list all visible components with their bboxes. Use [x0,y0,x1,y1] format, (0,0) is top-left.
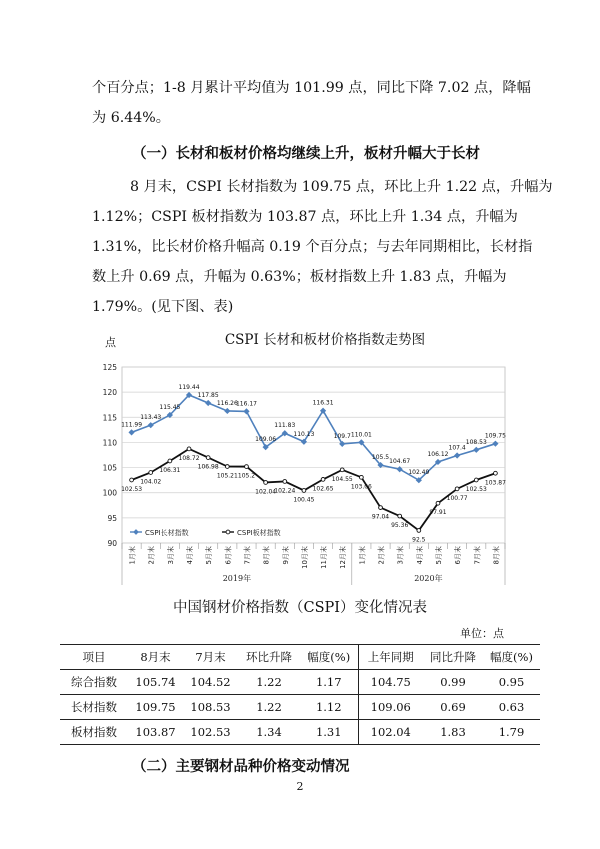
data-label: 97.04 [371,513,390,521]
legend-marker [226,530,230,534]
data-point [283,480,287,484]
data-label: 100.45 [293,496,315,504]
col-header: 同比升降 [423,645,483,670]
paragraph-line: 8 月末，CSPI 长材指数为 109.75 点，环比上升 1.22 点，升幅为 [130,179,553,195]
x-tick-label: 8月末 [492,546,501,565]
x-tick-label: 3月末 [166,546,175,565]
data-label: 104.67 [389,458,411,466]
table-cell: 板材指数 [60,720,128,745]
x-tick-label: 5月末 [205,546,214,565]
data-point [168,459,172,463]
data-label: 116.26 [216,399,238,407]
data-label: 103.06 [350,483,372,491]
data-label: 102.53 [465,485,487,493]
col-header: 8月末 [128,645,183,670]
x-tick-label: 6月末 [454,546,463,565]
data-label: 106.12 [427,450,449,458]
data-label: 111.99 [121,421,143,429]
data-label: 105.2 [237,472,256,480]
x-tick-label: 8月末 [262,546,271,565]
x-tick-label: 5月末 [434,546,443,565]
col-header: 项目 [60,645,128,670]
data-point [359,475,363,479]
x-tick-label: 11月末 [320,546,329,569]
table-cell: 0.95 [483,670,540,695]
chart-title: CSPI 长材和板材价格指数走势图 [224,332,426,348]
y-axis-label: 点 [105,336,116,349]
x-tick-label: 12月末 [339,546,348,569]
y-tick-label: 95 [107,513,117,523]
table-cell: 长材指数 [60,695,128,720]
x-tick-label: 2月末 [147,546,156,565]
table-row [60,720,540,745]
data-point [340,468,344,472]
data-point [494,471,498,475]
data-label: 106.31 [159,466,181,474]
table-cell: 综合指数 [60,670,128,695]
data-label: 97.91 [429,509,447,517]
data-label: 110.01 [350,431,372,439]
x-tick-label: 9月末 [281,546,290,565]
paragraph-line: 为 6.44%。 [92,110,170,126]
x-group-label: 2020年 [414,574,443,583]
table-header-row [60,645,540,670]
data-label: 108.53 [465,438,487,446]
data-label: 102.24 [274,487,296,495]
data-point [436,501,440,505]
paragraph-line: 数上升 0.69 点，升幅为 0.63%；板材指数上升 1.83 点，升幅为 [92,269,507,285]
y-tick-label: 105 [102,463,117,473]
table-title: 中国钢材价格指数（CSPI）变化情况表 [172,600,427,616]
table-unit: 单位：点 [460,627,504,640]
y-tick-label: 120 [102,388,117,398]
table-cell: 1.79 [483,720,540,745]
data-label: 92.5 [412,536,426,544]
table-cell: 1.22 [238,695,300,720]
data-label: 104.02 [140,478,162,486]
x-tick-label: 4月末 [415,546,424,565]
data-point [245,465,249,469]
data-point [130,478,134,482]
data-label: 111.83 [274,422,296,430]
data-label: 109.06 [255,436,277,444]
data-label: 116.31 [312,399,334,407]
data-label: 105.21 [216,472,238,480]
x-tick-label: 1月末 [358,546,367,565]
data-point [187,447,191,451]
data-label: 108.72 [178,454,200,462]
table-cell: 109.06 [358,695,423,720]
data-label: 105.5 [371,454,390,462]
paragraph-line: 1.12%；CSPI 板材指数为 103.87 点，环比上升 1.34 点，升幅为 [92,209,518,225]
x-tick-label: 7月末 [243,546,252,565]
y-tick-label: 125 [102,363,117,372]
data-point [264,481,268,485]
col-header: 环比升降 [238,645,300,670]
table-cell: 0.69 [423,695,483,720]
table-cell: 0.63 [483,695,540,720]
data-point [379,506,383,510]
data-point [321,477,325,481]
table-cell: 102.04 [358,720,423,745]
data-point [417,529,421,533]
table-cell: 105.74 [128,670,183,695]
table-cell: 108.53 [183,695,238,720]
x-tick-label: 6月末 [224,546,233,565]
data-label: 104.55 [331,475,353,483]
table-cell: 1.17 [300,670,358,695]
data-label: 102.65 [312,485,334,493]
table-cell: 1.22 [238,670,300,695]
data-point [398,514,402,518]
x-tick-label: 2月末 [377,546,386,565]
data-point [225,465,229,469]
table-cell: 102.53 [183,720,238,745]
table-cell: 0.99 [423,670,483,695]
data-label: 109.75 [484,432,506,440]
data-label: 119.44 [178,383,200,391]
col-header: 幅度(%) [483,645,540,670]
data-point [206,456,210,460]
x-group-label: 2019年 [222,574,252,583]
data-label: 100.77 [446,494,468,502]
paragraph-line: 个百分点；1-8 月累计平均值为 101.99 点，同比下降 7.02 点，降幅 [92,80,531,96]
page-number: 2 [296,780,304,793]
paragraph-line: 1.31%，比长材价格升幅高 0.19 个百分点；与去年同期相比，长材指 [92,239,533,255]
x-tick-label: 7月末 [473,546,482,565]
table-cell: 109.75 [128,695,183,720]
x-tick-label: 1月末 [128,546,137,565]
data-label: 117.85 [197,391,219,399]
data-point [455,487,459,491]
table-cell: 1.31 [300,720,358,745]
data-label: 115.45 [159,404,181,412]
data-point [149,471,153,475]
data-label: 102.04 [255,488,277,496]
y-tick-label: 100 [102,488,117,498]
table-cell: 104.52 [183,670,238,695]
table-cell: 1.34 [238,720,300,745]
data-label: 102.49 [408,469,430,477]
y-tick-label: 90 [107,539,117,548]
table-cell: 104.75 [358,670,423,695]
paragraph-line: 1.79%。(见下图、表) [92,299,234,315]
x-tick-label: 3月末 [396,546,405,565]
col-header: 上年同期 [358,645,423,670]
section-heading: （一）长材和板材价格均继续上升，板材升幅大于长材 [132,145,480,162]
data-label: 102.53 [121,485,143,493]
legend-label: CSPI板材指数 [237,529,281,537]
section-heading: （二）主要钢材品种价格变动情况 [132,758,350,775]
table-cell: 103.87 [128,720,183,745]
col-header: 7月末 [183,645,238,670]
x-axis-ticks [122,543,505,585]
table-cell: 1.83 [423,720,483,745]
data-point [474,478,478,482]
table-cell: 1.12 [300,695,358,720]
data-label: 106.98 [197,463,219,471]
y-tick-label: 110 [102,438,117,448]
y-axis-ticks [103,363,118,548]
col-header: 幅度(%) [300,645,358,670]
data-label: 95.36 [391,522,409,530]
x-tick-label: 4月末 [186,546,195,565]
cspi-change-table [60,644,540,745]
data-label: 109.7 [333,432,351,440]
data-point [302,489,306,493]
x-tick-label: 10月末 [300,546,309,569]
data-label: 110.13 [293,430,315,438]
legend-label: CSPI长材指数 [145,529,189,537]
table-row [60,670,540,695]
y-tick-label: 115 [102,413,117,423]
data-label: 107.4 [448,444,466,452]
price-index-line-chart [85,325,515,585]
data-label: 103.87 [484,479,506,487]
data-label: 113.43 [140,414,162,422]
data-label: 116.17 [235,400,257,408]
table-row [60,695,540,720]
